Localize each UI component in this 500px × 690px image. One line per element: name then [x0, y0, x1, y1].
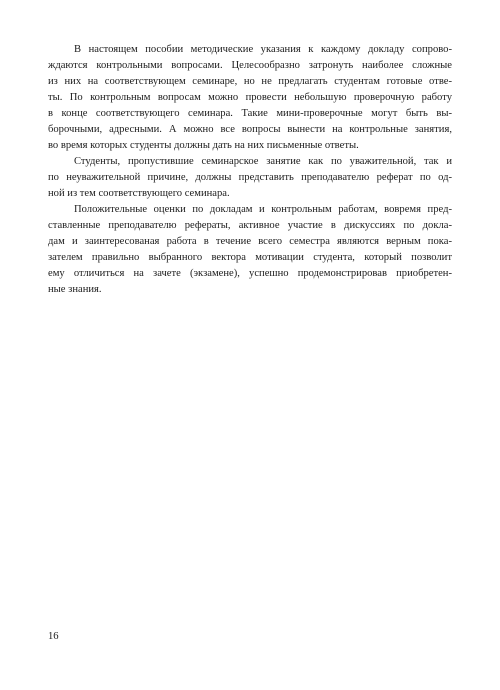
page-number: 16: [48, 631, 59, 642]
paragraph-line: во время которых студенты должны дать на них письменные ответы.: [48, 140, 359, 151]
paragraph-line: В настоящем пособии методические указания к каждому докладу сопрово-: [74, 44, 452, 55]
paragraph-line: ждаются контрольными вопросами. Целесообразно затронуть наиболее сложные: [48, 60, 452, 71]
body-text: [48, 42, 452, 298]
paragraph-line: ной из тем соответствующего семинара.: [48, 188, 230, 199]
paragraph-line: ставленные преподавателю рефераты, активное участие в дискуссиях по докла-: [48, 220, 452, 231]
paragraph-line: Студенты, пропустившие семинарское занятие как по уважительной, так и: [74, 156, 452, 167]
paragraph-line: ему отличиться на зачете (экзамене), успешно продемонстрировав приобретен-: [48, 268, 452, 279]
paragraph-2: [48, 154, 452, 202]
paragraph-line: по неуважительной причине, должны представить преподавателю реферат по од-: [48, 172, 452, 183]
paragraph-line: зателем правильно выбранного вектора мотивации студента, который позволит: [48, 252, 452, 263]
paragraph-line: в конце соответствующего семинара. Такие мини-проверочные могут быть вы-: [48, 108, 452, 119]
paragraph-line: из них на соответствующем семинаре, но не предлагать студентам готовые отве-: [48, 76, 452, 87]
paragraph-line: ты. По контрольным вопросам можно провести небольшую проверочную работу: [48, 92, 452, 103]
paragraph-line: Положительные оценки по докладам и контрольным работам, вовремя пред-: [74, 204, 452, 215]
paragraph-line: дам и заинтересованая работа в течение всего семестра являются верным пока-: [48, 236, 452, 247]
paragraph-1: [48, 42, 452, 154]
paragraph-3: [48, 202, 452, 298]
paragraph-line: ные знания.: [48, 284, 102, 295]
paragraph-line: борочными, адресными. А можно все вопросы вынести на контрольные занятия,: [48, 124, 452, 135]
